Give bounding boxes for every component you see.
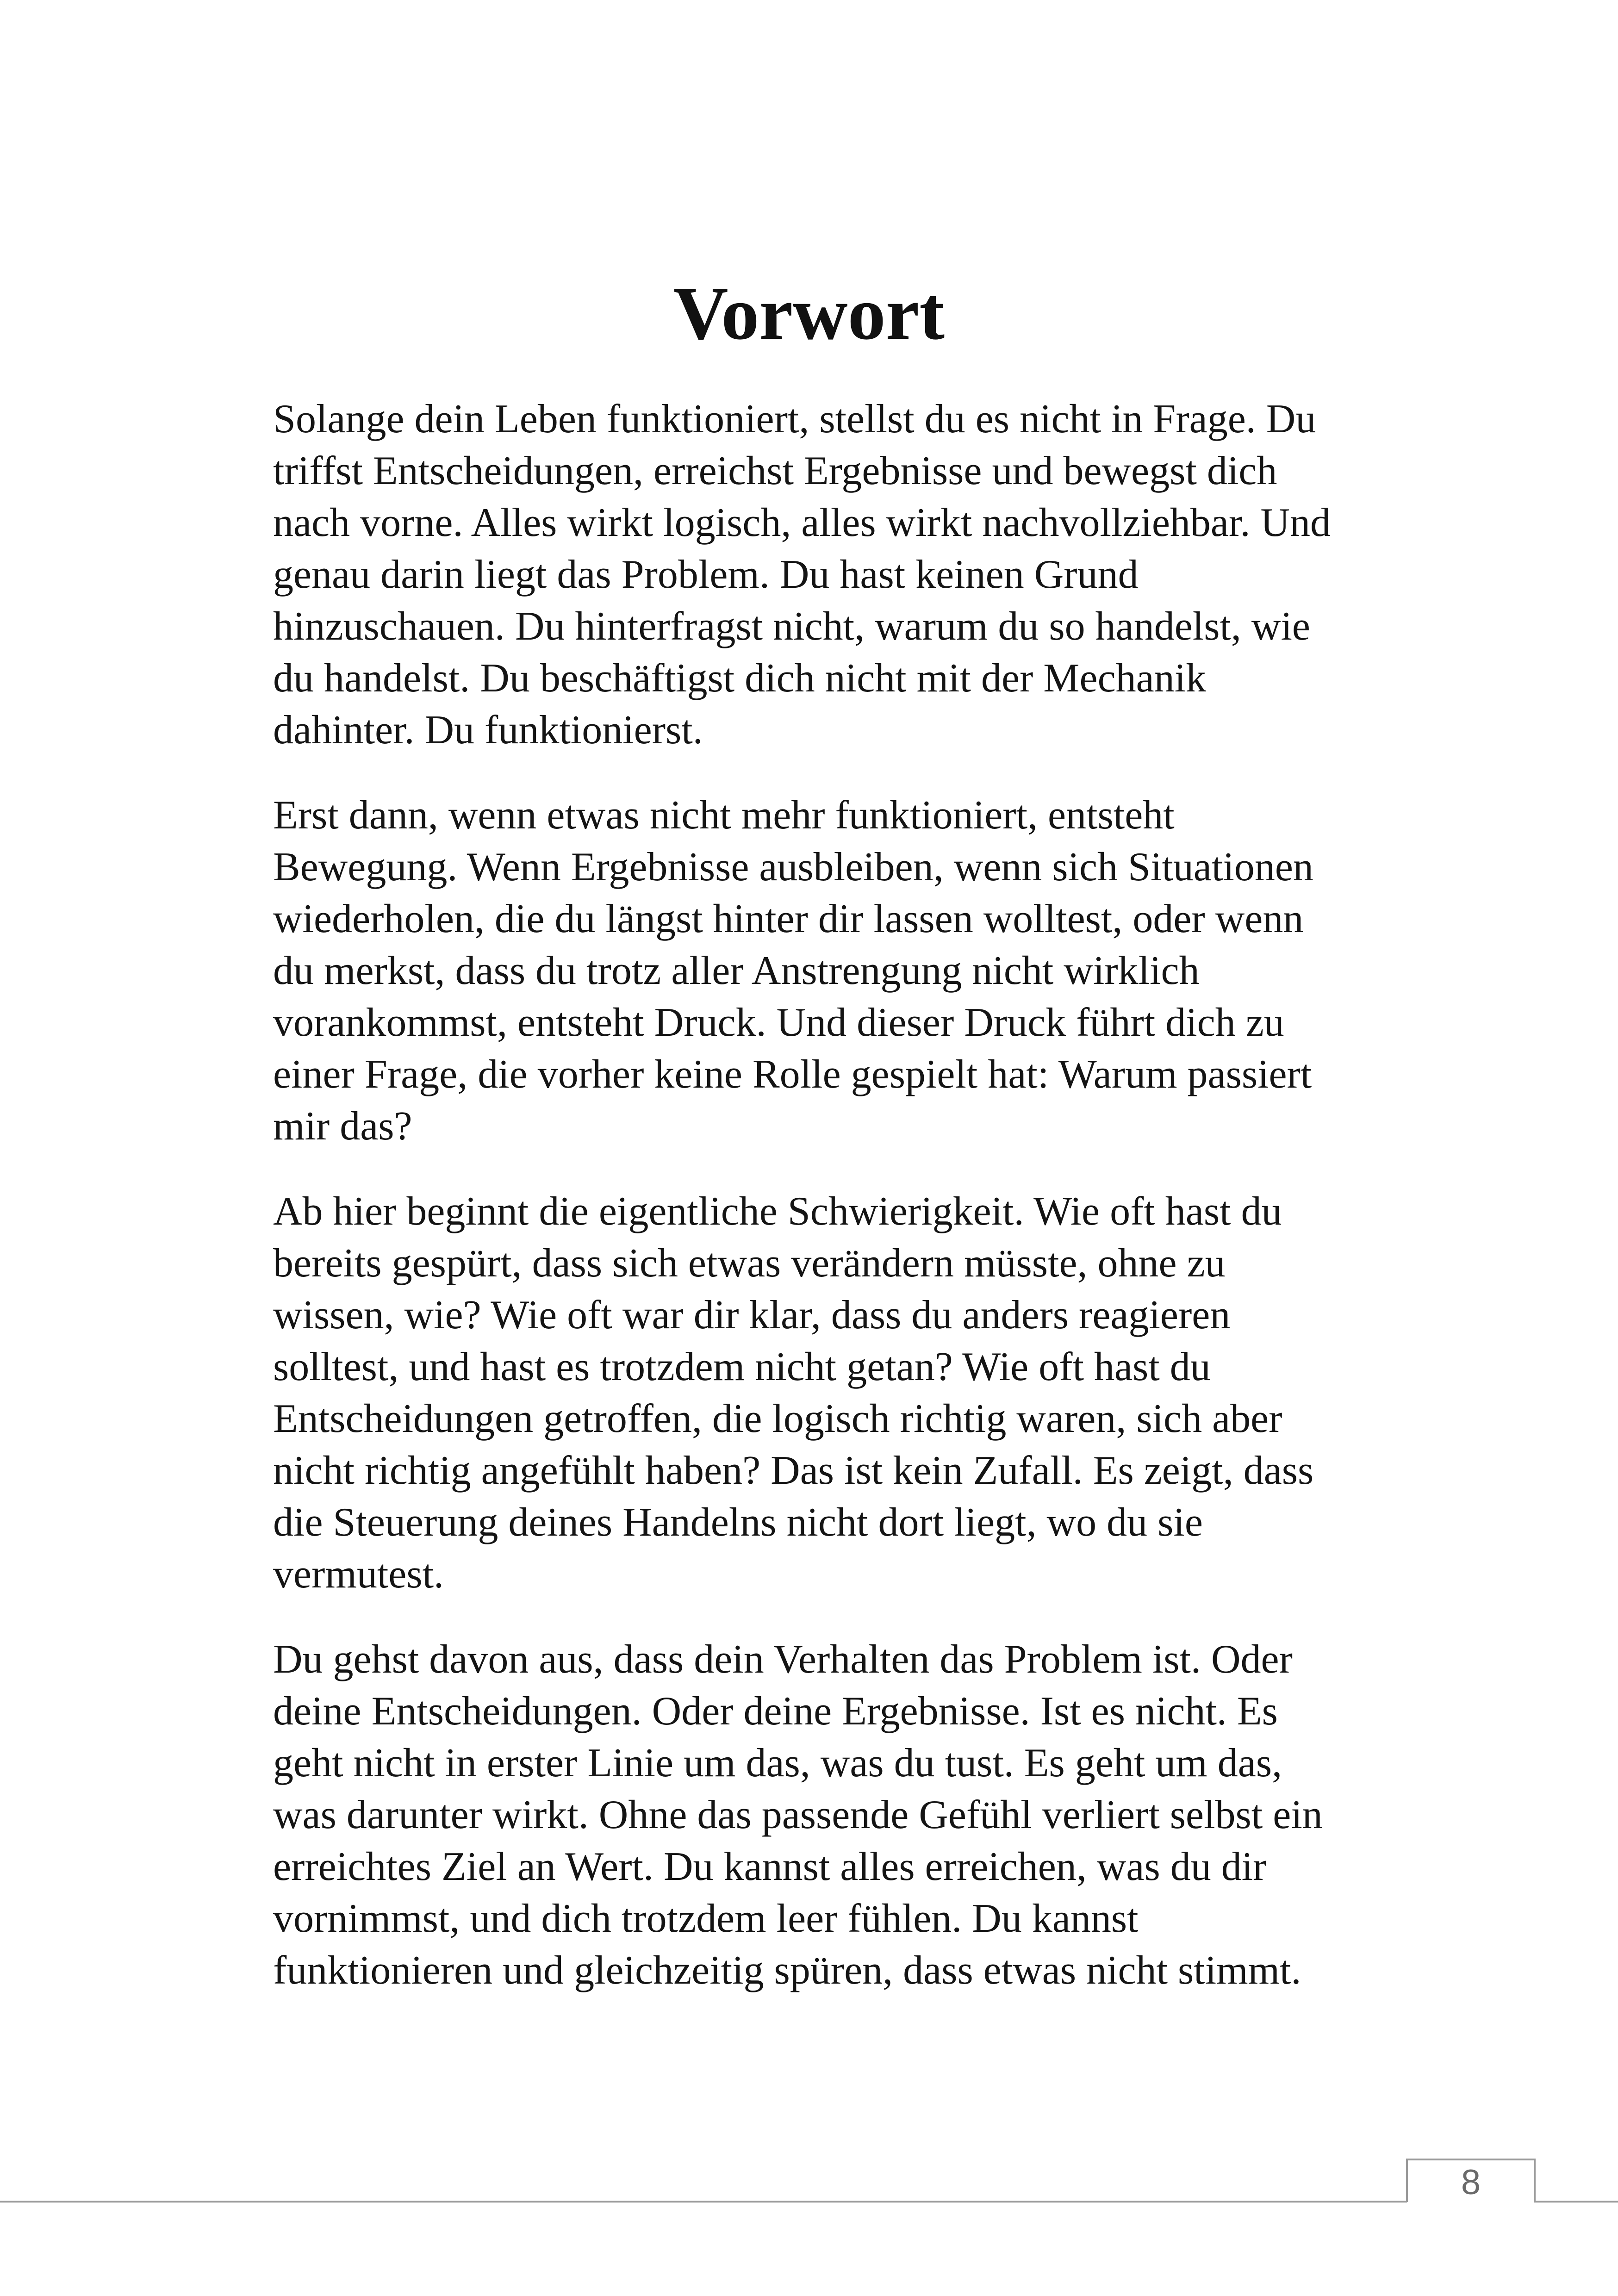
footer-rule: [0, 2201, 1407, 2203]
page-number-box: [1406, 2159, 1536, 2202]
page-number: 8: [1461, 2163, 1481, 2202]
body-text: [273, 393, 1351, 2030]
footer-rule-right: [1534, 2201, 1618, 2203]
paragraph-1: Solange dein Leben funktioniert, stellst du es nicht in Frage. Du triffst Entscheidungen, erreichst Ergebnisse und bewegst dich nach vorne. Alles wirkt logisch, alles wirkt nachvollziehbar. Und genau darin liegt das Problem. Du hast keinen Grund hinzuschauen. Du hinterfragst nicht, warum du so handelst, wie du handelst. Du beschäftigst dich nicht mit der Mechanik dahinter. Du funktionierst.: [273, 397, 1331, 753]
paragraph-3: Ab hier beginnt die eigentliche Schwierigkeit. Wie oft hast du bereits gespürt, dass sich etwas verändern müsste, ohne zu wissen, wie? Wie oft war dir klar, dass du anders reagieren solltest, und hast es trotzdem nicht getan? Wie oft hast du Entscheidungen getroffen, die logisch richtig waren, sich aber nicht richtig angefühlt haben? Das ist kein Zufall. Es zeigt, dass die Steuerung deines Handelns nicht dort liegt, wo du sie vermutest.: [273, 1189, 1314, 1597]
page-title: Vorwort: [673, 272, 945, 355]
paragraph-4: Du gehst davon aus, dass dein Verhalten das Problem ist. Oder deine Entscheidungen. Oder deine Ergebnisse. Ist es nicht. Es geht nicht in erster Linie um das, was du tust. Es geht um das, was darunter wirkt. Ohne das passende Gefühl verliert selbst ein erreichtes Ziel an Wert. Du kannst alles erreichen, was du dir vornimmst, und dich trotzdem leer fühlen. Du kannst funktionieren und gleichzeitig spüren, dass etwas nicht stimmt.: [273, 1637, 1323, 1993]
paragraph-2: Erst dann, wenn etwas nicht mehr funktioniert, entsteht Bewegung. Wenn Ergebnisse ausbleiben, wenn sich Situationen wiederholen, die du längst hinter dir lassen wolltest, oder wenn du merkst, dass du trotz aller Anstrengung nicht wirklich vorankommst, entsteht Druck. Und dieser Druck führt dich zu einer Frage, die vorher keine Rolle gespielt hat: Warum passiert mir das?: [273, 793, 1313, 1149]
